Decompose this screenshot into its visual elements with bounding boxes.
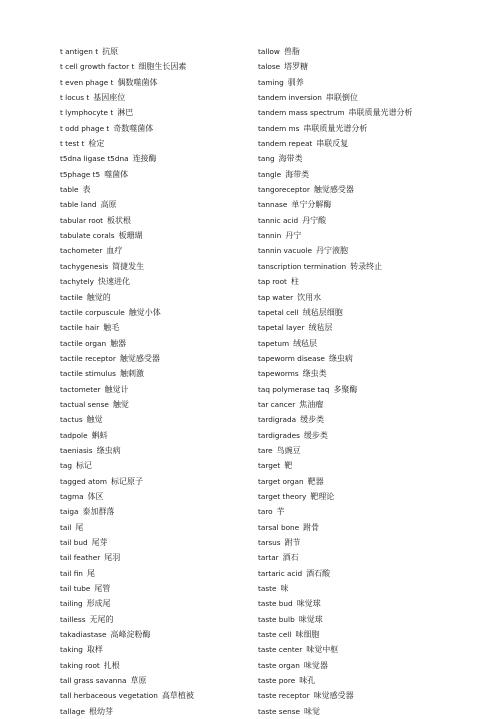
entry-translation: 尾芽 (91, 538, 108, 547)
glossary-entry (258, 366, 458, 381)
entry-term: tandem repeat (258, 139, 313, 149)
entry-term: tactual sense (60, 399, 109, 409)
entry-term: tap water (258, 292, 294, 302)
entry-translation: 触觉的 (86, 292, 111, 302)
entry-translation: 形成尾 (86, 599, 111, 609)
glossary-entry (258, 673, 458, 688)
glossary-entry (60, 397, 240, 412)
glossary-column-left (60, 44, 240, 719)
entry-term: tangle (258, 169, 282, 179)
glossary-entry (258, 642, 458, 657)
entry-term: table (60, 185, 79, 195)
glossary-entry (258, 351, 458, 366)
glossary-entry (258, 627, 458, 642)
glossary-entry (258, 474, 458, 489)
entry-translation: 噬菌体 (104, 169, 129, 179)
entry-term: tailless (60, 614, 86, 624)
glossary-entry (258, 596, 458, 611)
glossary-entry (60, 75, 240, 90)
glossary-entry (60, 213, 240, 228)
entry-term: taste receptor (258, 691, 310, 701)
entry-term: tandem mass spectrum (258, 108, 345, 118)
entry-term: tallage (60, 706, 85, 716)
glossary-entry (258, 504, 458, 519)
entry-translation: 蝌蚪 (91, 430, 108, 440)
glossary-entry (60, 105, 240, 120)
entry-term: t5phage t5 (60, 169, 101, 179)
entry-translation: 标记原子 (110, 476, 143, 486)
glossary-entry (60, 688, 240, 703)
glossary-entry (258, 274, 458, 289)
entry-term: tactile receptor (60, 353, 116, 363)
glossary-entry (60, 90, 240, 105)
glossary-entry (60, 520, 240, 535)
glossary-entry (60, 59, 240, 74)
entry-translation: 检定 (88, 139, 105, 149)
entry-term: tar cancer (258, 399, 296, 409)
glossary-entry (258, 121, 458, 136)
glossary-entry (258, 197, 458, 212)
entry-translation: 高草植被 (161, 691, 194, 701)
entry-translation: 触刺激 (119, 369, 144, 379)
entry-term: tail bud (60, 538, 88, 547)
glossary-entry (60, 581, 240, 596)
entry-translation: 塔罗糖 (284, 62, 309, 72)
entry-term: taste bulb (258, 614, 295, 624)
entry-translation: 触觉小体 (128, 307, 161, 317)
entry-term: target theory (258, 491, 307, 501)
entry-term: tag (60, 461, 72, 471)
entry-term: tail feather (60, 553, 101, 563)
glossary-entry (60, 351, 240, 366)
entry-translation: 淋巴 (117, 108, 134, 118)
entry-term: tare (258, 445, 273, 455)
glossary-entry (258, 136, 458, 151)
entry-term: tactile corpuscule (60, 307, 125, 317)
entry-translation: 绒毡层 (293, 338, 318, 348)
glossary-entry (60, 44, 240, 59)
glossary-entry (258, 336, 458, 351)
glossary-entry (258, 305, 458, 320)
entry-term: tapetal cell (258, 307, 299, 317)
glossary-entry (60, 504, 240, 519)
entry-term: target organ (258, 476, 304, 486)
entry-term: tap root (258, 277, 287, 287)
glossary-column-right (258, 44, 458, 719)
entry-translation: 体区 (87, 491, 104, 501)
entry-term: tandem ms (258, 123, 300, 133)
glossary-entry (60, 489, 240, 504)
entry-translation: 泰加群落 (82, 507, 115, 517)
glossary-entry (258, 182, 458, 197)
glossary-entry (258, 151, 458, 166)
entry-translation: 取样 (86, 645, 103, 655)
entry-translation: 尾管 (94, 584, 111, 594)
glossary-entry (258, 412, 458, 427)
entry-translation: 细胞生长因素 (138, 62, 187, 72)
entry-term: taiga (60, 507, 79, 517)
entry-term: tapeworms (258, 369, 299, 379)
entry-translation: 酒石 (282, 553, 299, 563)
entry-term: tardigrades (258, 430, 300, 440)
entry-translation: 表 (82, 185, 91, 195)
entry-translation: 简捷发生 (112, 261, 145, 271)
entry-term: tagged atom (60, 476, 107, 486)
glossary-entry (258, 489, 458, 504)
glossary-entry (60, 136, 240, 151)
entry-term: tailing (60, 599, 83, 609)
glossary-entry (60, 121, 240, 136)
glossary-entry (258, 443, 458, 458)
glossary-entry (258, 105, 458, 120)
entry-translation: 味孔 (299, 676, 316, 686)
entry-translation: 标记 (75, 461, 92, 471)
entry-translation: 板珊瑚 (118, 231, 143, 241)
entry-translation: 连接酶 (132, 154, 157, 164)
entry-term: t odd phage t (60, 123, 110, 133)
glossary-entry (258, 228, 458, 243)
glossary-entry (60, 627, 240, 642)
entry-term: taste pore (258, 676, 296, 686)
entry-term: taste cell (258, 630, 292, 640)
entry-translation: 跗节 (284, 538, 301, 547)
glossary-entry (60, 458, 240, 473)
entry-term: taeniasis (60, 445, 93, 455)
entry-translation: 丹宁 (285, 231, 302, 241)
glossary-entry (60, 382, 240, 397)
entry-term: table land (60, 200, 97, 210)
entry-term: tapetal layer (258, 323, 305, 333)
entry-term: target (258, 461, 281, 471)
entry-translation: 尾 (86, 568, 95, 578)
entry-translation: 单宁分解酶 (291, 200, 332, 210)
entry-translation: 绦虫病 (96, 445, 121, 455)
entry-translation: 触觉计 (104, 384, 129, 394)
glossary-entry (258, 243, 458, 258)
entry-term: tail fin (60, 568, 83, 578)
entry-term: tang (258, 154, 275, 164)
entry-term: takadiastase (60, 630, 107, 640)
entry-term: taste organ (258, 660, 300, 670)
entry-term: t test t (60, 139, 85, 149)
entry-term: tall grass savanna (60, 676, 127, 686)
entry-term: taq polymerase taq (258, 384, 330, 394)
entry-translation: 触毛 (103, 323, 120, 333)
entry-translation: 扎根 (103, 660, 120, 670)
glossary-entry (60, 428, 240, 443)
entry-translation: 触觉 (112, 399, 129, 409)
entry-term: tactile hair (60, 323, 100, 333)
entry-translation: 靶器 (307, 476, 324, 486)
glossary-entry (60, 704, 240, 719)
entry-translation: 多聚酶 (333, 384, 358, 394)
glossary-entry (258, 566, 458, 581)
entry-translation: 柱 (290, 277, 299, 287)
glossary-entry (258, 520, 458, 535)
glossary-entry (60, 228, 240, 243)
entry-translation: 海带类 (278, 154, 303, 164)
entry-term: tactile stimulus (60, 369, 116, 379)
entry-translation: 味觉感受器 (313, 691, 354, 701)
glossary-entry (258, 382, 458, 397)
glossary-entry (258, 428, 458, 443)
entry-term: t locus t (60, 93, 90, 103)
entry-term: taming (258, 77, 284, 87)
entry-term: tagma (60, 491, 84, 501)
entry-translation: 快速进化 (97, 277, 130, 287)
entry-translation: 触器 (110, 338, 127, 348)
glossary-entry (258, 213, 458, 228)
entry-term: tannic acid (258, 215, 299, 225)
entry-translation: 尾 (75, 522, 84, 532)
entry-translation: 偶数噬菌体 (117, 77, 158, 87)
entry-translation: 绦虫病 (328, 353, 353, 363)
glossary-entry (258, 550, 458, 565)
entry-translation: 绒毡层 (308, 323, 333, 333)
entry-translation: 味 (280, 584, 289, 594)
glossary-entry (60, 673, 240, 688)
glossary-entry (60, 305, 240, 320)
entry-term: tartar (258, 553, 279, 563)
glossary-entry (258, 581, 458, 596)
glossary-entry (258, 75, 458, 90)
glossary-entry (60, 197, 240, 212)
entry-term: tactus (60, 415, 83, 425)
entry-translation: 味细胞 (295, 630, 320, 640)
entry-translation: 味觉 (304, 706, 321, 716)
glossary-entry (258, 458, 458, 473)
glossary-entry (60, 535, 240, 550)
glossary-entry (258, 290, 458, 305)
entry-term: tachytely (60, 277, 94, 287)
entry-translation: 丹宁液胞 (315, 246, 348, 256)
entry-translation: 高峰淀粉酶 (110, 630, 151, 640)
entry-translation: 奇数噬菌体 (113, 123, 154, 133)
glossary-entry (258, 44, 458, 59)
entry-term: tactometer (60, 384, 101, 394)
glossary-entry (60, 259, 240, 274)
entry-translation: 丹宁酸 (302, 215, 327, 225)
entry-translation: 饮用水 (297, 292, 322, 302)
entry-translation: 味觉中枢 (306, 645, 339, 655)
entry-translation: 绒毡层细胞 (302, 307, 343, 317)
entry-term: taste center (258, 645, 303, 655)
entry-term: tarsal bone (258, 522, 300, 532)
entry-translation: 跗骨 (303, 522, 320, 532)
entry-translation: 高原 (100, 200, 117, 210)
entry-term: tannin (258, 231, 282, 241)
entry-term: talose (258, 62, 281, 72)
glossary-entry (60, 612, 240, 627)
entry-translation: 兽脂 (283, 47, 300, 56)
glossary-entry (258, 167, 458, 182)
glossary-entry (60, 443, 240, 458)
entry-term: t antigen t (60, 47, 99, 56)
glossary-entry (60, 336, 240, 351)
glossary-entry (60, 167, 240, 182)
glossary-entry (60, 182, 240, 197)
entry-translation: 抗原 (102, 47, 119, 56)
entry-translation: 串联质量光谱分析 (348, 108, 413, 118)
glossary-entry (60, 412, 240, 427)
entry-translation: 味觉球 (296, 599, 321, 609)
entry-translation: 靶 (284, 461, 293, 471)
entry-translation: 板状根 (107, 215, 132, 225)
entry-term: taste bud (258, 599, 293, 609)
entry-term: tallow (258, 47, 280, 56)
entry-term: t even phage t (60, 77, 114, 87)
glossary-entry (258, 704, 458, 719)
entry-translation: 根幼芽 (88, 706, 113, 716)
entry-translation: 尾羽 (104, 553, 121, 563)
glossary-entry (258, 535, 458, 550)
glossary-entry (258, 90, 458, 105)
glossary-entry (258, 397, 458, 412)
entry-term: tapetum (258, 338, 290, 348)
entry-translation: 绦虫类 (302, 369, 327, 379)
glossary-entry (60, 658, 240, 673)
entry-translation: 串联倒位 (325, 93, 358, 103)
entry-term: tangoreceptor (258, 185, 310, 195)
entry-translation: 串联反复 (316, 139, 349, 149)
entry-term: taking (60, 645, 83, 655)
entry-term: tartaric acid (258, 568, 303, 578)
entry-term: t cell growth factor t (60, 62, 135, 72)
entry-term: tactile organ (60, 338, 107, 348)
entry-term: tabulate corals (60, 231, 115, 241)
entry-term: tandem inversion (258, 93, 322, 103)
entry-term: tabular root (60, 215, 104, 225)
entry-term: t5dna ligase t5dna (60, 154, 129, 164)
entry-translation: 触觉 (86, 415, 103, 425)
glossary-entry (60, 474, 240, 489)
entry-term: taste sense (258, 706, 301, 716)
entry-translation: 转录终止 (350, 261, 383, 271)
entry-translation: 味觉球 (298, 614, 323, 624)
entry-translation: 无尾的 (89, 614, 114, 624)
entry-translation: 缓步类 (300, 415, 325, 425)
entry-translation: 串联质量光谱分析 (303, 123, 368, 133)
entry-translation: 草原 (130, 676, 147, 686)
glossary-entry (60, 642, 240, 657)
glossary-entry (60, 596, 240, 611)
glossary-entry (258, 658, 458, 673)
entry-translation: 基因座位 (93, 93, 126, 103)
glossary-entry (258, 612, 458, 627)
entry-translation: 靶理论 (310, 491, 335, 501)
entry-term: tail (60, 522, 72, 532)
entry-term: tall herbaceous vegetation (60, 691, 158, 701)
glossary-entry (60, 274, 240, 289)
glossary-entry (60, 366, 240, 381)
entry-term: tanscription termination (258, 261, 347, 271)
entry-term: tarsus (258, 538, 281, 547)
glossary-entry (60, 550, 240, 565)
glossary-entry (60, 290, 240, 305)
entry-term: tail tube (60, 584, 91, 594)
entry-translation: 缓步类 (303, 430, 328, 440)
entry-translation: 芋 (276, 507, 285, 517)
entry-translation: 味觉器 (303, 660, 328, 670)
entry-term: tachometer (60, 246, 103, 256)
glossary-entry (258, 320, 458, 335)
entry-translation: 焦油瘤 (299, 399, 324, 409)
entry-term: tannin vacuole (258, 246, 312, 256)
glossary-entry (258, 688, 458, 703)
entry-term: t lymphocyte t (60, 108, 114, 118)
entry-term: tannase (258, 200, 288, 210)
entry-term: taste (258, 584, 277, 594)
entry-term: taro (258, 507, 273, 517)
entry-translation: 触觉感受器 (313, 185, 354, 195)
glossary-entry (60, 151, 240, 166)
glossary-entry (60, 320, 240, 335)
entry-term: tactile (60, 292, 83, 302)
glossary-entry (60, 243, 240, 258)
entry-translation: 海带类 (285, 169, 310, 179)
entry-term: tapeworm disease (258, 353, 325, 363)
entry-term: tadpole (60, 430, 88, 440)
entry-translation: 酒石酸 (306, 568, 331, 578)
glossary-entry (258, 259, 458, 274)
entry-translation: 驯养 (287, 77, 304, 87)
glossary-entry (60, 566, 240, 581)
entry-term: taking root (60, 660, 100, 670)
entry-term: tardigrada (258, 415, 297, 425)
entry-translation: 血疗 (106, 246, 123, 256)
entry-translation: 鸟豌豆 (276, 445, 301, 455)
entry-translation: 触觉感受器 (119, 353, 160, 363)
glossary-entry (258, 59, 458, 74)
entry-term: tachygenesis (60, 261, 109, 271)
